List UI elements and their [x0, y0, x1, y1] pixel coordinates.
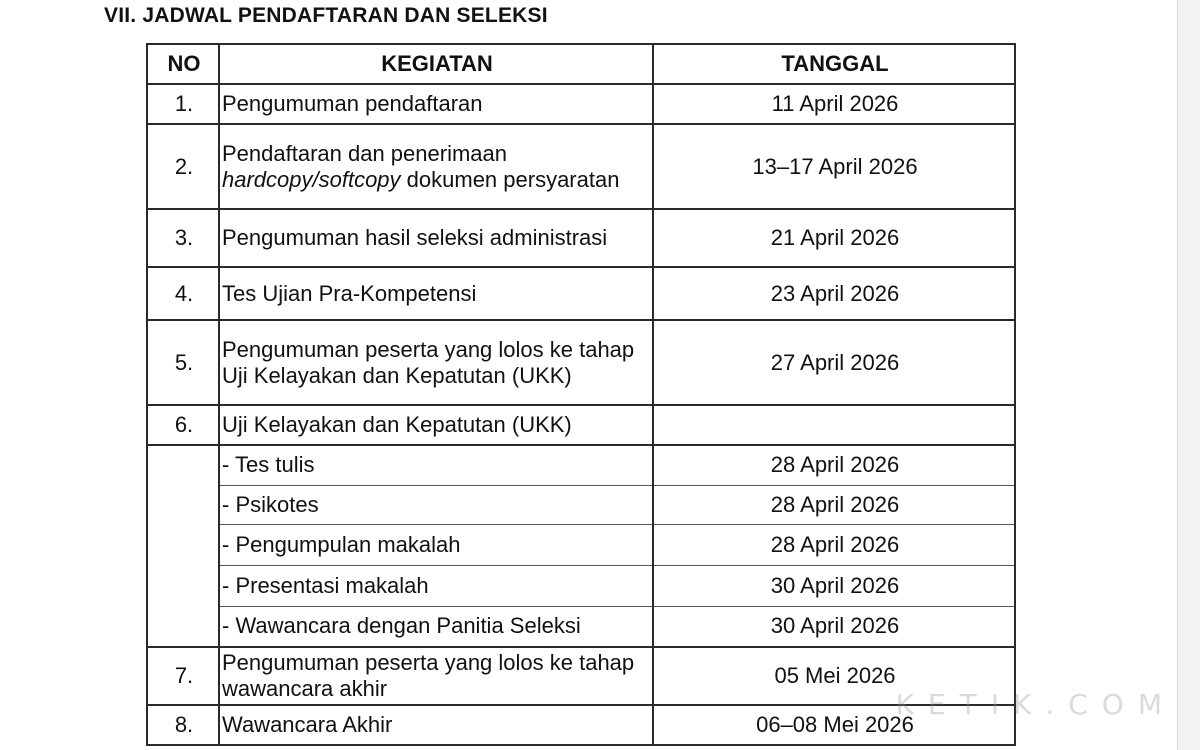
schedule-table [146, 43, 1016, 746]
row-kegiatan: Pengumuman peserta yang lolos ke tahap wawancara akhir [219, 647, 653, 705]
row-kegiatan: - Psikotes [219, 485, 653, 524]
row-tanggal: 05 Mei 2026 [653, 647, 1015, 705]
row-no: 8. [147, 705, 219, 745]
row-no: 6. [147, 405, 219, 445]
row-no [147, 485, 219, 524]
table-row [147, 320, 1015, 405]
table-row [147, 84, 1015, 124]
row-tanggal: 28 April 2026 [653, 485, 1015, 524]
table-subrow [147, 485, 1015, 524]
row-tanggal [653, 405, 1015, 445]
kegiatan-text-italic: hardcopy/softcopy [222, 166, 401, 192]
row-tanggal: 21 April 2026 [653, 209, 1015, 267]
row-kegiatan: Uji Kelayakan dan Kepatutan (UKK) [219, 405, 653, 445]
row-no: 3. [147, 209, 219, 267]
row-kegiatan: - Wawancara dengan Panitia Seleksi [219, 606, 653, 647]
row-kegiatan: Tes Ujian Pra-Kompetensi [219, 267, 653, 320]
row-tanggal: 13–17 April 2026 [653, 124, 1015, 209]
row-no [147, 445, 219, 485]
table-row [147, 124, 1015, 209]
header-kegiatan: KEGIATAN [219, 44, 653, 84]
row-tanggal: 23 April 2026 [653, 267, 1015, 320]
row-kegiatan: Wawancara Akhir [219, 705, 653, 745]
watermark: KETIK.COM [895, 688, 1176, 721]
row-no: 1. [147, 84, 219, 124]
row-tanggal: 28 April 2026 [653, 524, 1015, 565]
row-kegiatan: Pengumuman hasil seleksi administrasi [219, 209, 653, 267]
table-row [147, 405, 1015, 445]
row-kegiatan: - Tes tulis [219, 445, 653, 485]
row-kegiatan: Pengumuman peserta yang lolos ke tahap Uji Kelayakan dan Kepatutan (UKK) [219, 320, 653, 405]
header-tanggal: TANGGAL [653, 44, 1015, 84]
row-no: 2. [147, 124, 219, 209]
kegiatan-text-post: dokumen persyaratan [400, 166, 620, 192]
kegiatan-text-pre: Pendaftaran dan penerimaan [222, 140, 507, 166]
row-kegiatan: - Pengumpulan makalah [219, 524, 653, 565]
row-no: 7. [147, 647, 219, 705]
row-no [147, 565, 219, 606]
table-subrow [147, 524, 1015, 565]
row-tanggal: 30 April 2026 [653, 565, 1015, 606]
table-header-row [147, 44, 1015, 84]
row-no: 5. [147, 320, 219, 405]
row-tanggal: 30 April 2026 [653, 606, 1015, 647]
row-no [147, 524, 219, 565]
table-row [147, 705, 1015, 745]
section-title: VII. JADWAL PENDAFTARAN DAN SELEKSI [104, 4, 548, 27]
row-kegiatan [219, 124, 653, 209]
table-row [147, 209, 1015, 267]
table-subrow [147, 445, 1015, 485]
table-row [147, 647, 1015, 705]
row-kegiatan: - Presentasi makalah [219, 565, 653, 606]
row-kegiatan: Pengumuman pendaftaran [219, 84, 653, 124]
row-tanggal: 11 April 2026 [653, 84, 1015, 124]
row-tanggal: 28 April 2026 [653, 445, 1015, 485]
row-tanggal: 27 April 2026 [653, 320, 1015, 405]
header-no: NO [147, 44, 219, 84]
table-subrow [147, 606, 1015, 647]
row-no [147, 606, 219, 647]
row-no: 4. [147, 267, 219, 320]
page-edge [1177, 0, 1200, 750]
table-row [147, 267, 1015, 320]
row-tanggal: 06–08 Mei 2026 [653, 705, 1015, 745]
table-subrow [147, 565, 1015, 606]
